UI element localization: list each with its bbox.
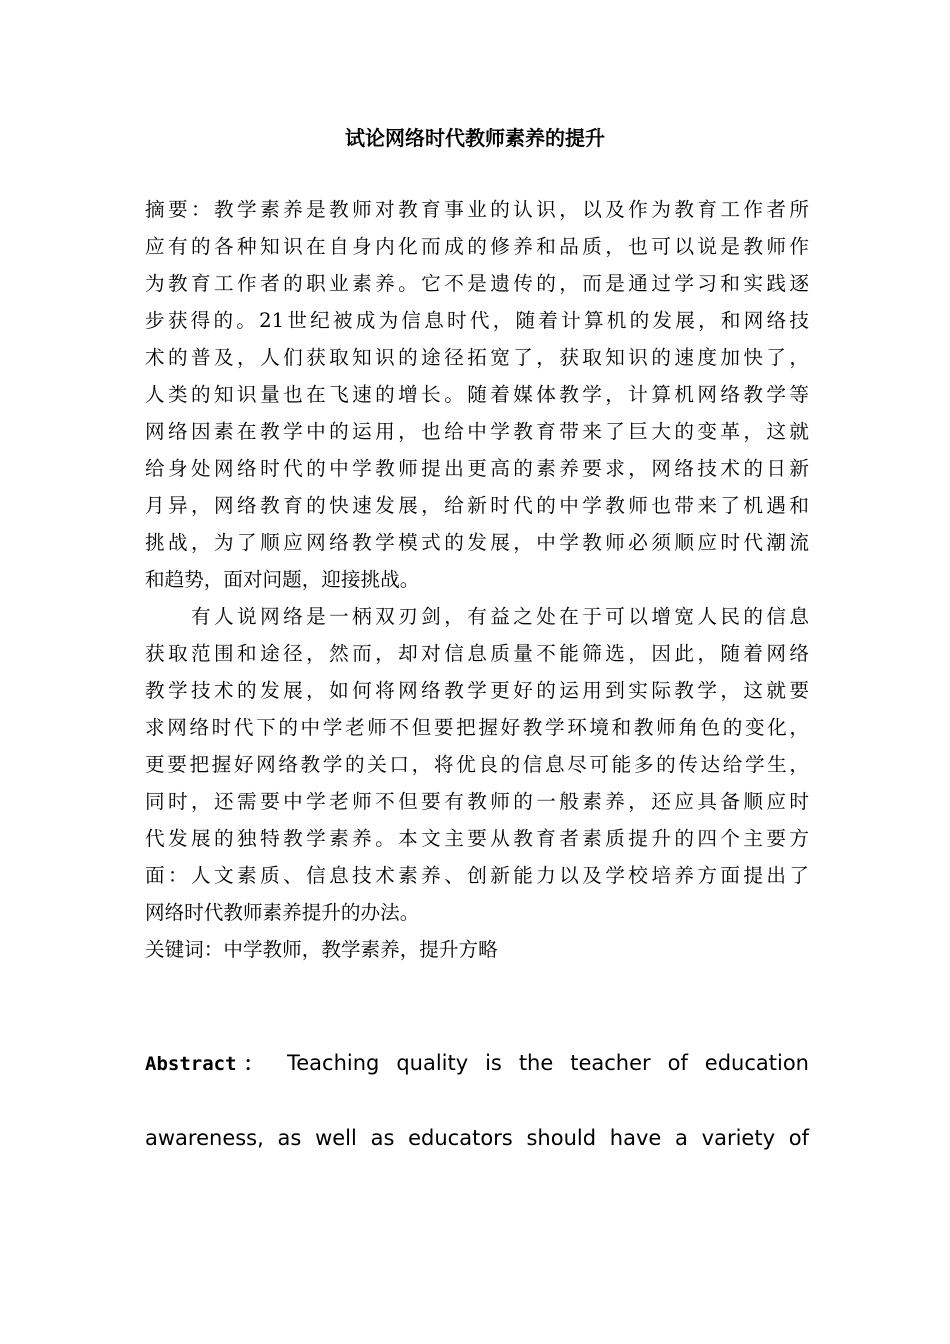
abstract-cn-line: 步获得的。21世纪被成为信息时代，随着计算机的发展，和网络技 — [145, 309, 809, 332]
paragraph-line: 求网络时代下的中学老师不但要把握好教学环境和教师角色的变化， — [145, 716, 809, 739]
paragraph-line: 有人说网络是一柄双刃剑，有益之处在于可以增宽人民的信息 — [145, 605, 809, 628]
abstract-en-label: Abstract： — [145, 1053, 271, 1075]
abstract-en-line — [145, 1047, 809, 1079]
abstract-cn-line: 给身处网络时代的中学教师提出更高的素养要求，网络技术的日新 — [145, 457, 809, 480]
paragraph-line: 获取范围和途径，然而，却对信息质量不能筛选，因此，随着网络 — [145, 642, 809, 665]
paragraph-line: 同时，还需要中学老师不但要有教师的一般素养，还应具备顺应时 — [145, 790, 809, 813]
paragraph-line: 教学技术的发展，如何将网络教学更好的运用到实际教学，这就要 — [145, 679, 809, 702]
abstract-cn-line: 月异，网络教育的快速发展，给新时代的中学教师也带来了机遇和 — [145, 494, 809, 517]
abstract-cn-line — [145, 191, 809, 228]
abstract-cn-line: 网络因素在教学中的运用，也给中学教育带来了巨大的变革，这就 — [145, 420, 809, 443]
abstract-en-text: Teaching quality is the teacher of education — [287, 1051, 809, 1075]
abstract-en-line: awareness, as well as educators should have a variety of — [145, 1126, 809, 1150]
paragraph-line: 更要把握好网络教学的关口，将优良的信息尽可能多的传达给学生， — [145, 753, 809, 776]
paragraph-line: 网络时代教师素养提升的办法。 — [145, 901, 420, 924]
keywords-line — [145, 931, 809, 968]
abstract-cn-line: 应有的各种知识在自身内化而成的修养和品质，也可以说是教师作 — [145, 235, 809, 258]
abstract-cn-line: 术的普及，人们获取知识的途径拓宽了，获取知识的速度加快了， — [145, 346, 809, 369]
abstract-cn-line: 为教育工作者的职业素养。它不是遗传的，而是通过学习和实践逐 — [145, 272, 809, 295]
abstract-cn-line: 人类的知识量也在飞速的增长。随着媒体教学，计算机网络教学等 — [145, 383, 809, 406]
abstract-cn — [145, 191, 809, 968]
abstract-cn-line: 挑战，为了顺应网络教学模式的发展，中学教师必须顺应时代潮流 — [145, 531, 809, 554]
abstract-cn-line: 和趋势，面对问题，迎接挑战。 — [145, 568, 420, 591]
keywords-value: 中学教师，教学素养，提升方略 — [223, 938, 498, 961]
abstract-cn-label: 摘要： — [145, 198, 215, 221]
paragraph-line: 代发展的独特教学素养。本文主要从教育者素质提升的四个主要方 — [145, 827, 809, 850]
paragraph-line: 面：人文素质、信息技术素养、创新能力以及学校培养方面提出了 — [145, 864, 809, 887]
document-title: 试论网络时代教师素养的提升 — [345, 126, 605, 150]
abstract-cn-text: 教学素养是教师对教育事业的认识，以及作为教育工作者所 — [214, 198, 810, 221]
keywords-label: 关键词： — [145, 938, 224, 961]
